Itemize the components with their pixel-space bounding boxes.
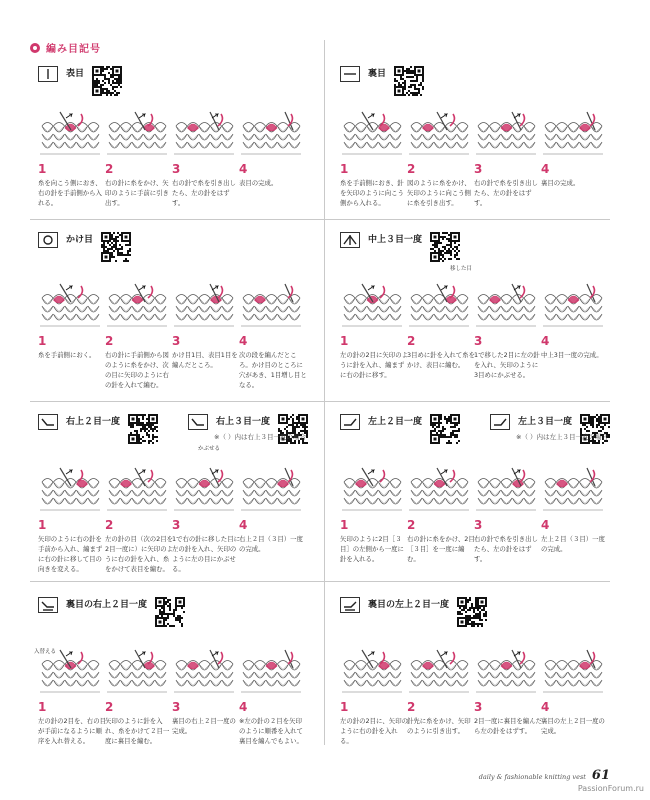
step-description: 左の針の2目を、右の目が手前になるように順序を入れ替える。	[38, 717, 106, 745]
knitting-illustration	[407, 648, 475, 694]
symbol-name: 裏目の右上２目一度	[66, 600, 148, 610]
instruction-step	[239, 282, 307, 390]
row-divider	[30, 581, 610, 582]
step-description: 糸を向こう側におき、右の針を手前側から入れる。	[38, 179, 102, 207]
step-number: 1	[38, 700, 47, 714]
step-number: 3	[474, 700, 483, 714]
step-number: 1	[38, 162, 47, 176]
qr-code-icon	[394, 66, 424, 100]
instruction-step	[407, 282, 475, 370]
step-number: 1	[38, 334, 47, 348]
step-number: 2	[407, 162, 416, 176]
qr-code-icon	[128, 414, 158, 448]
symbol-name: 中上３目一度	[368, 235, 423, 245]
knitting-illustration	[172, 110, 240, 156]
step-description: 矢印のように針を入れ、糸をかけて２目一度に裏目を編む。	[105, 717, 170, 745]
step-number: 4	[541, 162, 550, 176]
knitting-illustration	[541, 282, 609, 328]
knitting-illustration	[474, 282, 542, 328]
section-titlebar	[340, 597, 487, 631]
instruction-step	[239, 466, 307, 554]
step-description: 1で右の針に移した目に左の針を入れ、矢印のように左の目にかぶせる。	[172, 535, 240, 573]
instruction-step	[239, 648, 307, 746]
knit-symbol-icon	[340, 414, 360, 430]
step-number: 3	[172, 518, 181, 532]
step-description: 3目めに針を入れて糸をかけ、表目に編む。	[407, 351, 475, 369]
instruction-step	[407, 648, 475, 736]
step-description: 糸を手前側におく。	[38, 351, 96, 359]
symbol-name: 裏目の左上２目一度	[368, 600, 450, 610]
instruction-step	[172, 110, 240, 208]
step-number: 3	[172, 700, 181, 714]
step-number: 3	[474, 162, 483, 176]
knitting-illustration	[340, 466, 408, 512]
instruction-step	[474, 648, 542, 736]
step-description: 裏目の左上２目一度の完成。	[541, 717, 605, 735]
section-titlebar	[340, 414, 610, 448]
knitting-illustration	[407, 282, 475, 328]
section-titlebar	[340, 66, 424, 100]
knit-symbol-icon	[38, 232, 58, 248]
step-description: 次の段を編んだところ。かけ目のところに穴があき、1目増し目となる。	[239, 351, 307, 389]
instruction-step	[474, 466, 542, 564]
step-description: 矢印のように右の針を手前から入れ、編まずに右の針に移して目の向きを変える。	[38, 535, 103, 573]
knit-symbol-icon	[340, 232, 360, 248]
knitting-illustration	[340, 648, 408, 694]
step-description: 図のように糸をかけ、矢印のように向こう側に糸を引き出す。	[407, 179, 471, 207]
qr-code-icon	[101, 232, 131, 266]
instruction-step	[239, 110, 307, 188]
knitting-illustration	[105, 648, 173, 694]
qr-code-icon	[457, 597, 487, 631]
instruction-step	[474, 282, 542, 380]
step-number: 2	[407, 334, 416, 348]
step-description: 裏目の完成。	[541, 179, 580, 187]
magazine-title: daily & fashionable knitting vest	[478, 773, 586, 781]
instruction-step	[105, 282, 173, 390]
knit-symbol-icon	[38, 597, 58, 613]
knit-symbol-icon	[38, 414, 58, 430]
instruction-step	[541, 110, 609, 188]
instruction-step	[340, 282, 408, 380]
page-footer	[479, 768, 610, 783]
page-title: 編み目記号	[46, 44, 101, 55]
step-number: 2	[407, 518, 416, 532]
illustration-callout: 入替える	[34, 649, 57, 655]
step-description: 右上２目（３目）一度の完成。	[239, 535, 303, 553]
symbol-name: 表目	[66, 69, 85, 79]
instruction-step	[172, 466, 240, 574]
knitting-illustration	[105, 466, 173, 512]
instruction-step	[407, 110, 475, 208]
knitting-illustration	[541, 110, 609, 156]
step-number: 3	[172, 162, 181, 176]
circle-bullet-icon	[30, 43, 40, 53]
knit-symbol-icon	[38, 66, 58, 82]
step-number: 4	[541, 518, 550, 532]
step-number: 3	[474, 518, 483, 532]
qr-code-icon	[580, 414, 610, 448]
instruction-step	[340, 648, 408, 746]
section-titlebar	[340, 232, 460, 266]
instruction-step	[172, 648, 240, 736]
knitting-illustration	[474, 110, 542, 156]
knitting-illustration	[407, 110, 475, 156]
page-number: 61	[591, 768, 610, 783]
instruction-step	[172, 282, 240, 370]
knitting-illustration	[38, 282, 106, 328]
instruction-step	[38, 110, 106, 208]
qr-code-icon	[155, 597, 185, 631]
step-number: 1	[38, 518, 47, 532]
step-description: 左の針の目（次の2目を2目一度に）に矢印のように右の針を入れ、糸をかけて表目を編む。	[105, 535, 173, 573]
step-number: 1	[340, 162, 349, 176]
step-description: 裏目の右上２目一度の完成。	[172, 717, 236, 735]
step-description: 2目一度に裏目を編んだら左の針をはずす。	[474, 717, 542, 735]
instruction-step	[541, 282, 609, 360]
step-number: 2	[105, 162, 114, 176]
step-number: 2	[407, 700, 416, 714]
knit-symbol-icon	[340, 597, 360, 613]
step-description: 右の針で糸を引き出したら、左の針をはずす。	[172, 179, 236, 207]
instruction-step	[105, 466, 173, 574]
section-titlebar	[38, 597, 185, 631]
knit-symbol-icon	[188, 414, 208, 430]
step-number: 1	[340, 518, 349, 532]
section-titlebar	[38, 66, 122, 100]
step-number: 1	[340, 700, 349, 714]
instruction-step	[38, 282, 106, 360]
step-number: 4	[541, 334, 550, 348]
step-description: 糸を手前側におき、針を矢印のように向こう側から入れる。	[340, 179, 404, 207]
instruction-step	[474, 110, 542, 208]
symbol-note: ※（ ）内は左上３目一度の場合	[516, 433, 609, 441]
step-number: 3	[172, 334, 181, 348]
section-titlebar	[38, 414, 308, 448]
step-number: 2	[105, 518, 114, 532]
step-number: 4	[239, 162, 248, 176]
instruction-step	[340, 110, 408, 208]
step-description: 左の針の2目に矢印のように針を入れ、編まずに右の針に移す。	[340, 351, 408, 379]
illustration-callout: かぶせる	[198, 446, 221, 452]
knitting-illustration	[38, 466, 106, 512]
knitting-illustration	[172, 282, 240, 328]
symbol-name: かけ目	[66, 235, 94, 245]
step-description: 矢印のように2目［３目］の左側から一度に針を入れる。	[340, 535, 404, 563]
qr-code-icon	[92, 66, 122, 100]
symbol-name-alt: 左上３目一度	[518, 417, 573, 427]
instruction-step	[38, 466, 106, 574]
step-description: かけ目1目、表目1目を編んだところ。	[172, 351, 238, 369]
step-number: 4	[239, 518, 248, 532]
instruction-step	[407, 466, 475, 564]
step-description: 左上２目（３目）一度の完成。	[541, 535, 605, 553]
symbol-name: 裏目	[368, 69, 387, 79]
step-description: 右の針に糸をかけ、矢印のように手前に引き出す。	[105, 179, 169, 207]
section-header	[30, 40, 101, 55]
step-number: 3	[474, 334, 483, 348]
qr-code-icon	[278, 414, 308, 448]
knitting-illustration	[474, 466, 542, 512]
knitting-illustration	[38, 648, 106, 694]
step-number: 4	[541, 700, 550, 714]
knitting-illustration	[407, 466, 475, 512]
illustration-callout: 移した目	[450, 266, 473, 272]
step-description: 右の針に手前側から図のように糸をかけ、次の目に矢印のように右の針を入れて編む。	[105, 351, 169, 389]
step-description: 針先に糸をかけ、矢印のように引き出す。	[407, 717, 471, 735]
instruction-step	[340, 466, 408, 564]
step-description: 右の針で糸を引き出したら、左の針をはずす。	[474, 179, 538, 207]
knitting-illustration	[474, 648, 542, 694]
knitting-illustration	[239, 110, 307, 156]
knitting-illustration	[340, 282, 408, 328]
knitting-illustration	[105, 110, 173, 156]
step-number: 2	[105, 334, 114, 348]
knit-symbol-icon	[340, 66, 360, 82]
symbol-name-alt: 右上３目一度	[216, 417, 271, 427]
step-description: 1で移した2目に左の針を入れ、矢印のように3目めにかぶせる。	[474, 351, 540, 379]
knit-symbol-icon	[490, 414, 510, 430]
instruction-step	[541, 466, 609, 554]
knitting-illustration	[239, 282, 307, 328]
qr-code-icon	[430, 414, 460, 448]
step-description: ※左の針の２目を矢印のように順番を入れて裏目を編んでもよい。	[239, 717, 303, 745]
knitting-illustration	[105, 282, 173, 328]
knitting-illustration	[541, 648, 609, 694]
section-titlebar	[38, 232, 131, 266]
knitting-illustration	[172, 648, 240, 694]
row-divider	[30, 401, 610, 402]
symbol-note: ※（ ）内は右上３目一度の場合	[214, 433, 307, 441]
center-divider	[324, 40, 325, 745]
watermark: PassionForum.ru	[577, 784, 644, 793]
knitting-illustration	[541, 466, 609, 512]
instruction-step	[541, 648, 609, 736]
instruction-step	[105, 110, 173, 208]
knitting-illustration	[239, 648, 307, 694]
step-number: 2	[105, 700, 114, 714]
row-divider	[30, 219, 610, 220]
instruction-step	[105, 648, 173, 746]
knitting-illustration	[340, 110, 408, 156]
instruction-step	[38, 648, 106, 746]
knitting-illustration	[239, 466, 307, 512]
knitting-illustration	[38, 110, 106, 156]
step-number: 4	[239, 334, 248, 348]
knitting-illustration	[172, 466, 240, 512]
step-description: 左の針の2目に、矢印のように右の針を入れる。	[340, 717, 408, 745]
step-number: 4	[239, 700, 248, 714]
step-description: 右の針に糸をかけ、2目［３目］を一度に編む。	[407, 535, 475, 563]
symbol-name: 右上２目一度	[66, 417, 121, 427]
symbol-name: 左上２目一度	[368, 417, 423, 427]
step-description: 右の針で糸を引き出したら、左の針をはずす。	[474, 535, 538, 563]
step-description: 中上3目一度の完成。	[541, 351, 603, 359]
qr-code-icon	[430, 232, 460, 266]
step-number: 1	[340, 334, 349, 348]
step-description: 表目の完成。	[239, 179, 278, 187]
